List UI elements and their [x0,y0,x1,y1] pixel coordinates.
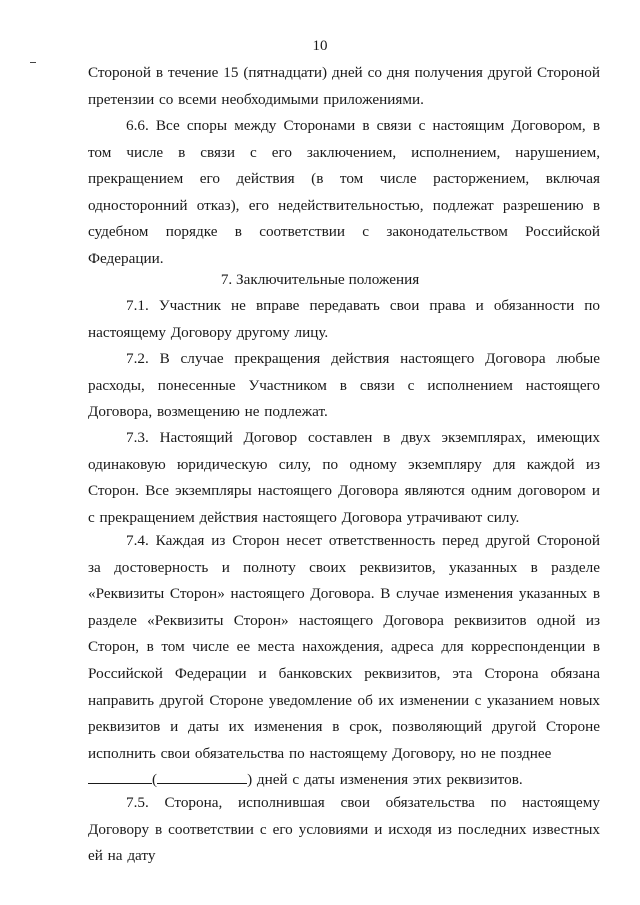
paragraph-7-3: 7.3. Настоящий Договор составлен в двух экземплярах, имеющих одинаковую юридическую силу, по одному экземпляру для каждой из Сторон. Все экземпляры настоящего Договора являются одним договором и с прекращением действия настоящего Договора утрачивают силу. [88,429,600,526]
paragraph-7-4-text: 7.4. Каждая из Сторон несет ответственность перед другой Стороной за достоверность и полноту своих реквизитов, указанных в разделе «Реквизиты Сторон» настоящего Договора. В случае изменения указанных в разделе «Реквизиты Сторон» настоящего Договора реквизитов одной из Сторон, в том числе ее места нахождения, адреса для корреспонденции в Российской Федерации и банковских реквизитов, эта Сторона обязана направить другой Стороне уведомление об их изменении с указанием новых реквизитов и даты их изменения в срок, позволяющий другой Стороне исполнить свои обязательства по настоящему Договору, но не позднее [88,532,600,762]
section-7-heading: 7. Заключительные положения [220,271,420,288]
paragraph-7-5: 7.5. Сторона, исполнившая свои обязательства по настоящему Договору в соответствии с его условиями и исходя из последних известных ей на дату [88,794,600,865]
paragraph-7-4-tail: ) дней с даты изменения этих реквизитов. [247,771,523,789]
paragraph-6-6: 6.6. Все споры между Сторонами в связи с настоящим Договором, в том числе в связи с его заключением, исполнением, нарушением, прекращением его действия (в том числе расторжением, включая односторонний отказ), его недействительностью, подлежат разрешению в судебном порядке в соответствии с законодательством Российской Федерации. [88,117,600,267]
paragraph-7-4-open-paren: ( [152,771,158,789]
paragraph-7-4 [88,528,600,794]
blank-days-number[interactable] [88,769,152,784]
scan-mark [30,62,36,63]
blank-days-words[interactable] [157,769,247,784]
paragraph-continuation: Стороной в течение 15 (пятнадцати) дней со дня получения другой Стороной претензии со всеми необходимыми приложениями. [88,64,600,108]
page-number: 10 [312,38,328,54]
paragraph-7-1: 7.1. Участник не вправе передавать свои права и обязанности по настоящему Договору другому лицу. [88,297,600,341]
paragraph-7-2: 7.2. В случае прекращения действия настоящего Договора любые расходы, понесенные Участником в связи с исполнением настоящего Договора, возмещению не подлежат. [88,350,600,421]
